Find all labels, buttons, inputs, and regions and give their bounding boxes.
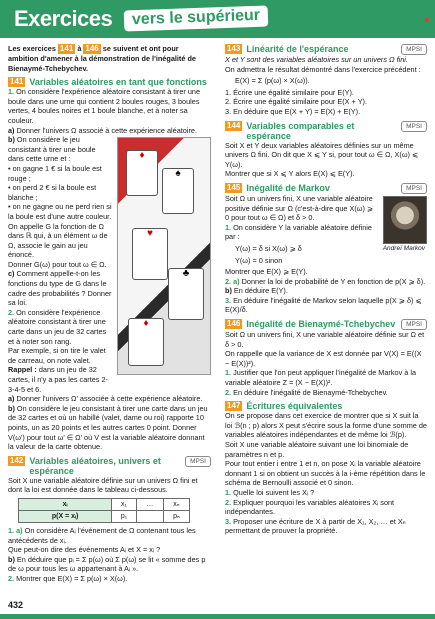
ex141-q2: 2. On considère l'expérience aléatoire consistant à tirer une carte dans un jeu de 32 cartes et à noter son rang. <box>8 307 107 346</box>
header-title: Exercices <box>14 6 113 31</box>
ex145-show: Montrer que E(X) ⩾ E(Y). <box>225 267 308 277</box>
ex141-rappel: Rappel : dans un jeu de 32 cartes, il n'y a pas les cartes 2-3-4-5 et 6. <box>8 365 108 394</box>
ex141-bullet-3: • on ne gagne ou ne perd rien si la boule est d'une autre couleur. <box>8 202 112 221</box>
exercise-142-title: 142 Variables aléatoires, univers et espérance MPSI <box>8 456 211 476</box>
ex147-text: On se propose dans cet exercice de montrer que si X suit la loi ℬ(n ; p) alors X peut s'écrire sous la forme d'une somme de variables aléatoires indépendantes et de même loi ℬ(p). <box>225 411 427 440</box>
ex147-q1: 1. Quelle loi suivent les Xᵢ ? <box>225 487 315 497</box>
ex143-intro: X et Y sont des variables aléatoires sur un univers Ω fini. <box>225 55 408 64</box>
ex141-q1: 1. On considère l'expérience aléatoire consistant à tirer une boule dans une urne qui contient 2 boules rouges, 3 boules vertes, 4 boules noires et 1 boule blanche, et à noter sa couleur. <box>8 87 201 125</box>
page-header <box>0 0 435 38</box>
ex146-text2: On rappelle que la variance de X est donnée par V(X) = E((X − E(X))²). <box>225 349 422 368</box>
ex142-intro: Soit X une variable aléatoire définie sur un univers Ω fini et dont la loi est donnée dans le tableau ci-dessous. <box>8 475 198 495</box>
ex141-bullet-1: • on gagne 1 € si la boule est rouge ; <box>8 163 102 183</box>
ex141-g2: Donner G(ω) pour tout ω ∈ Ω. <box>8 259 107 269</box>
ex142-q1: 1. a) On considère Aᵢ l'événement de Ω contenant tous les antécédents de xᵢ. <box>8 525 196 545</box>
ex142-q2: 2. Montrer que E(X) = Σ p(ω) × X(ω). <box>8 573 128 583</box>
ex144-text2: Montrer que si X ⩽ Y alors E(X) ⩽ E(Y). <box>225 169 355 179</box>
exercise-147-title: 147 Écritures équivalentes <box>227 401 343 412</box>
exercise-145-title: 145 Inégalité de Markov MPSI <box>225 183 427 194</box>
ex145-q2: 2. a) Donner la loi de probabilité de Y en fonction de p(X ⩾ δ). <box>225 276 426 286</box>
mpsi-badge: MPSI <box>185 456 211 467</box>
ex143-item-1: 1. Écrire une égalité similaire pour E(Y). <box>225 87 354 97</box>
ex141-bullet-2: • on perd 2 € si la boule est blanche ; <box>8 183 97 202</box>
intro-text: Les exercices 141 à 146 se suivent et ont pour ambition d'amener à la démonstration de l'inégalité de Bienaymé-Tchebychev. <box>8 44 196 73</box>
ex141-q2b: b) On considère le jeu consistant à tirer une carte dans un jeu de 32 cartes et où un habillé (valet, dame ou roi) rapporte 10 points, un as 20 points et les autres cartes 0 point. Donner V(ω') pour tout ω' ∈ Ω' où V est la variable aléatoire donnant la valeur de la carte obtenue. <box>8 403 208 452</box>
ex145-text: Soit Ω un univers fini, X une variable aléatoire positive définie sur Ω (c'est-à-dire que X(ω) ⩾ 0 pour tout ω ∈ Ω) et δ > 0. <box>225 193 374 223</box>
ex141-g-text: On appelle G la fonction de Ω dans ℝ qui, à un élément ω de Ω, associe le gain au jeu énoncé. <box>8 221 108 260</box>
ex145-q1: 1. On considère Y la variable aléatoire définie par : <box>225 222 372 242</box>
header-subtitle: vers le supérieur <box>124 5 269 31</box>
ex146-q2: 2. En déduire l'inégalité de Bienaymé-Tchebychev. <box>225 387 388 397</box>
ex147-q3: 3. Proposer une écriture de X à partir de X₁, X₂, … et Xₙ permettant de prouver la propriété. <box>225 516 406 536</box>
page-number: 432 <box>8 600 24 610</box>
ex145-case-1: Y(ω) = δ si X(ω) ⩾ δ <box>235 243 302 253</box>
exercise-141-title: 141 Variables aléatoires en tant que fonctions <box>10 77 207 88</box>
mpsi-badge: MPSI <box>401 44 427 55</box>
ex145-case-2: Y(ω) = 0 sinon <box>235 255 283 265</box>
ex141-q2a: a) Donner l'univers Ω' associée à cette expérience aléatoire. <box>8 394 203 404</box>
exercise-143-title: 143 Linéarité de l'espérance MPSI <box>225 44 427 55</box>
ex144-text: Soit X et Y deux variables aléatoires définies sur un même univers Ω fini. On dit que X ⩽ Y si, pour tout ω ∈ Ω, X(ω) ⩽ Y(ω). <box>225 140 419 169</box>
ex147-text2: Soit X une variable aléatoire suivant une loi binomiale de paramètres n et p. <box>225 440 409 459</box>
ex141-q1c: c) Comment appelle-t-on les fonctions du type de G dans le cadre des probabilités ? Donner sa loi. <box>8 269 112 308</box>
ex141-q1a: a) Donner l'univers Ω associé à cette expérience aléatoire. <box>8 125 197 135</box>
ex147-q2: 2. Expliquer pourquoi les variables aléatoires Xᵢ sont indépendantes. <box>225 497 395 517</box>
ex143-item-3: 3. En déduire que E(X + Y) = E(X) + E(Y). <box>225 106 361 116</box>
ex143-intro2: On admettra le résultat démontré dans l'exercice précédent : <box>225 64 421 74</box>
exercise-146-title: 146 Inégalité de Bienaymé-Tchebychev MPSI <box>225 319 427 330</box>
exercise-144-title: 144 Variables comparables et espérance MPSI <box>225 121 427 141</box>
ex143-item-2: 2. Écrire une égalité similaire pour E(X + Y). <box>225 97 368 107</box>
ex146-q1: 1. Justifier que l'on peut appliquer l'inégalité de Markov à la variable aléatoire Z = (X − E(X))². <box>225 368 417 388</box>
playing-cards-photo: ♦ ♠ ♥ ♣ ♦ <box>117 137 211 375</box>
ex141-q2-example: Par exemple, si on tire le valet de carreau, on note valet. <box>8 346 106 365</box>
mpsi-badge: MPSI <box>401 183 427 194</box>
footer-bar <box>0 614 435 619</box>
ex147-text3: Pour tout entier i entre 1 et n, on pose Xᵢ la variable aléatoire donnant 1 si on obtient un succès à la i-ème répétition dans le schéma de Bernoulli associé et 0 sinon. <box>225 459 426 488</box>
ex142-q1b: b) En déduire que pᵢ = Σ p(ω) où Σ p(ω) se lit « somme des p de ω pour tous les ω appartenant à Aᵢ ». <box>8 554 206 574</box>
markov-portrait <box>383 196 427 244</box>
left-column <box>8 44 211 584</box>
ex146-text: Soit Ω un univers fini, X une variable aléatoire définie sur Ω et δ > 0. <box>225 330 425 349</box>
header-dot <box>425 18 429 22</box>
ex143-formula: E(X) = Σ (p(ω) × X(ω)). <box>235 76 310 86</box>
right-column <box>225 44 427 536</box>
ex142-law-table: xᵢ x₁ … xₙ p(X = xᵢ) p₁ pₙ <box>18 498 190 523</box>
mpsi-badge: MPSI <box>401 319 427 330</box>
ex142-q1-line2: Que peut-on dire des événements Aᵢ et X = xᵢ ? <box>8 545 161 555</box>
ex145-q3: 3. En déduire l'inégalité de Markov selon laquelle p(X ⩾ δ) ⩽ E(X)/δ. <box>225 295 422 315</box>
ex145-q2b: b) En déduire E(Y). <box>225 286 288 296</box>
ex141-q1b: b) On considère le jeu consistant à tirer une boule dans cette urne et : <box>8 135 96 164</box>
mpsi-badge: MPSI <box>401 121 427 132</box>
portrait-caption: Andreï Markov <box>382 244 425 252</box>
